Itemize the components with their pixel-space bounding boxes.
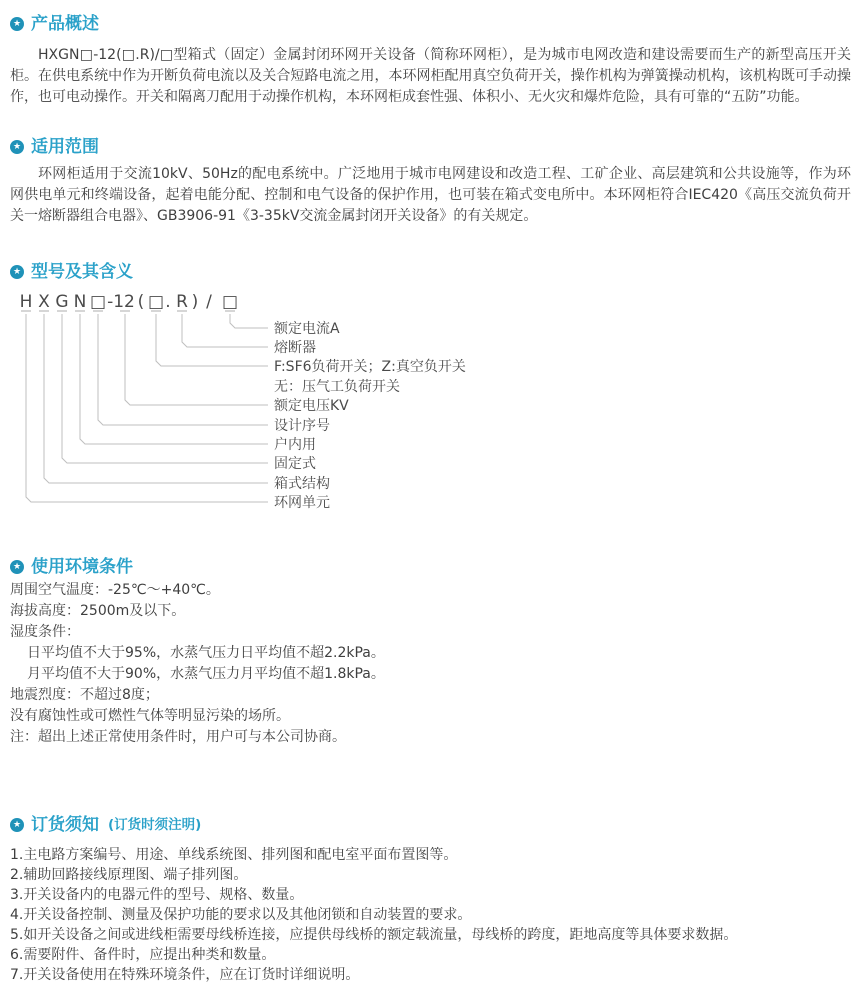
model-label: 额定电压KV — [274, 398, 349, 414]
env-line: 海拔高度：2500m及以下。 — [10, 603, 186, 619]
order-item: 5.如开关设备之间或进线柜需要母线桥连接，应提供母线桥的额定载流量，母线桥的跨度，距地高度等具体要求数据。 — [10, 927, 738, 943]
order-item: 3.开关设备内的电器元件的型号、规格、数量。 — [10, 887, 304, 903]
model-label: 环网单元 — [274, 495, 330, 511]
section-title-scope: 适用范围 — [31, 137, 99, 157]
order-item: 7.开关设备使用在特殊环境条件，应在订货时详细说明。 — [10, 967, 360, 983]
star-bullet-icon: ★ — [10, 17, 24, 31]
model-part: ( — [137, 292, 145, 312]
model-part: . — [165, 292, 171, 312]
model-part: □ — [89, 292, 107, 312]
model-part: X — [38, 292, 50, 312]
model-string — [20, 292, 238, 312]
connector-lines — [26, 314, 268, 502]
section-heading-model — [10, 262, 851, 282]
star-bullet-icon: ★ — [10, 560, 24, 574]
model-label: 固定式 — [274, 456, 316, 472]
star-bullet-icon: ★ — [10, 818, 24, 832]
model-part: ) — [191, 292, 199, 312]
order-item: 4.开关设备控制、测量及保护功能的要求以及其他闭锁和自动装置的要求。 — [10, 907, 472, 923]
document-page — [0, 14, 867, 1003]
env-line: 月平均值不大于90%，水蒸气压力月平均值不超1.8kPa。 — [27, 666, 385, 682]
model-part: G — [55, 292, 69, 312]
model-part: / — [206, 292, 212, 312]
ordering-notes-list — [10, 845, 851, 985]
diagram-labels — [274, 320, 466, 511]
section-heading-environment — [10, 557, 851, 577]
model-label: 箱式结构 — [274, 476, 330, 492]
star-bullet-icon: ★ — [10, 265, 24, 279]
model-part: R — [176, 292, 188, 312]
model-part: -12 — [107, 292, 135, 312]
section-heading-overview — [10, 14, 851, 34]
model-part: □ — [147, 292, 165, 312]
env-line: 湿度条件： — [10, 624, 80, 640]
model-part: H — [19, 292, 33, 312]
section-title-model: 型号及其含义 — [31, 262, 133, 282]
section-subtitle-ordering: (订货时须注明) — [108, 817, 202, 833]
section-heading-ordering — [10, 815, 851, 835]
model-part: N — [73, 292, 87, 312]
overview-paragraph: HXGN□-12(□.R)/□型箱式（固定）金属封闭环网开关设备（简称环网柜），是为城市电网改造和建设需要而生产的新型高压开关柜。在供电系统中作为开断负荷电流以及关合短路电流之用，本环网柜配用真空负荷开关，操作机构为弹簧操动机构，该机构既可手动操作，也可电动操作。开关和隔离刀配用于动操作机构，本环网柜成套性强、体积小、无火灾和爆炸危险，具有可靠的“五防”功能。 — [10, 47, 851, 105]
model-label: F:SF6负荷开关；Z:真空负开关 — [274, 359, 466, 375]
env-line: 注：超出上述正常使用条件时，用户可与本公司协商。 — [10, 729, 346, 745]
section-title-environment: 使用环境条件 — [31, 557, 133, 577]
star-bullet-icon: ★ — [10, 140, 24, 154]
order-item: 1.主电路方案编号、用途、单线系统图、排列图和配电室平面布置图等。 — [10, 847, 458, 863]
model-designation-diagram — [10, 286, 851, 518]
environment-conditions-list — [10, 580, 851, 748]
model-label: 设计序号 — [274, 418, 330, 434]
model-part: □ — [221, 292, 239, 312]
env-line: 没有腐蚀性或可燃性气体等明显污染的场所。 — [10, 708, 290, 724]
env-line: 日平均值不大于95%，水蒸气压力日平均值不超2.2kPa。 — [27, 645, 385, 661]
order-item: 2.辅助回路接线原理图、端子排列图。 — [10, 867, 248, 883]
section-heading-scope — [10, 137, 851, 157]
env-line: 周围空气温度：-25℃～+40℃。 — [10, 582, 220, 598]
section-title-ordering: 订货须知 — [31, 815, 99, 835]
section-title-overview: 产品概述 — [31, 14, 99, 34]
model-label: 额定电流A — [274, 321, 340, 337]
scope-paragraph: 环网柜适用于交流10kV、50Hz的配电系统中。广泛地用于城市电网建设和改造工程、工矿企业、高层建筑和公共设施等，作为环网供电单元和终端设备，起着电能分配、控制和电气设备的保护作用，也可装在箱式变电所中。本环网柜符合IEC420《高压交流负荷开关一熔断器组合电器》、GB3906-91《3-35kV交流金属封闭开关设备》的有关规定。 — [10, 166, 851, 224]
model-label: 户内用 — [274, 437, 316, 453]
model-diagram-svg — [10, 286, 851, 518]
model-label: 熔断器 — [274, 340, 316, 356]
model-label: 无：压气工负荷开关 — [274, 379, 400, 395]
env-line: 地震烈度：不超过8度； — [10, 687, 159, 703]
order-item: 6.需要附件、备件时，应提出种类和数量。 — [10, 947, 276, 963]
